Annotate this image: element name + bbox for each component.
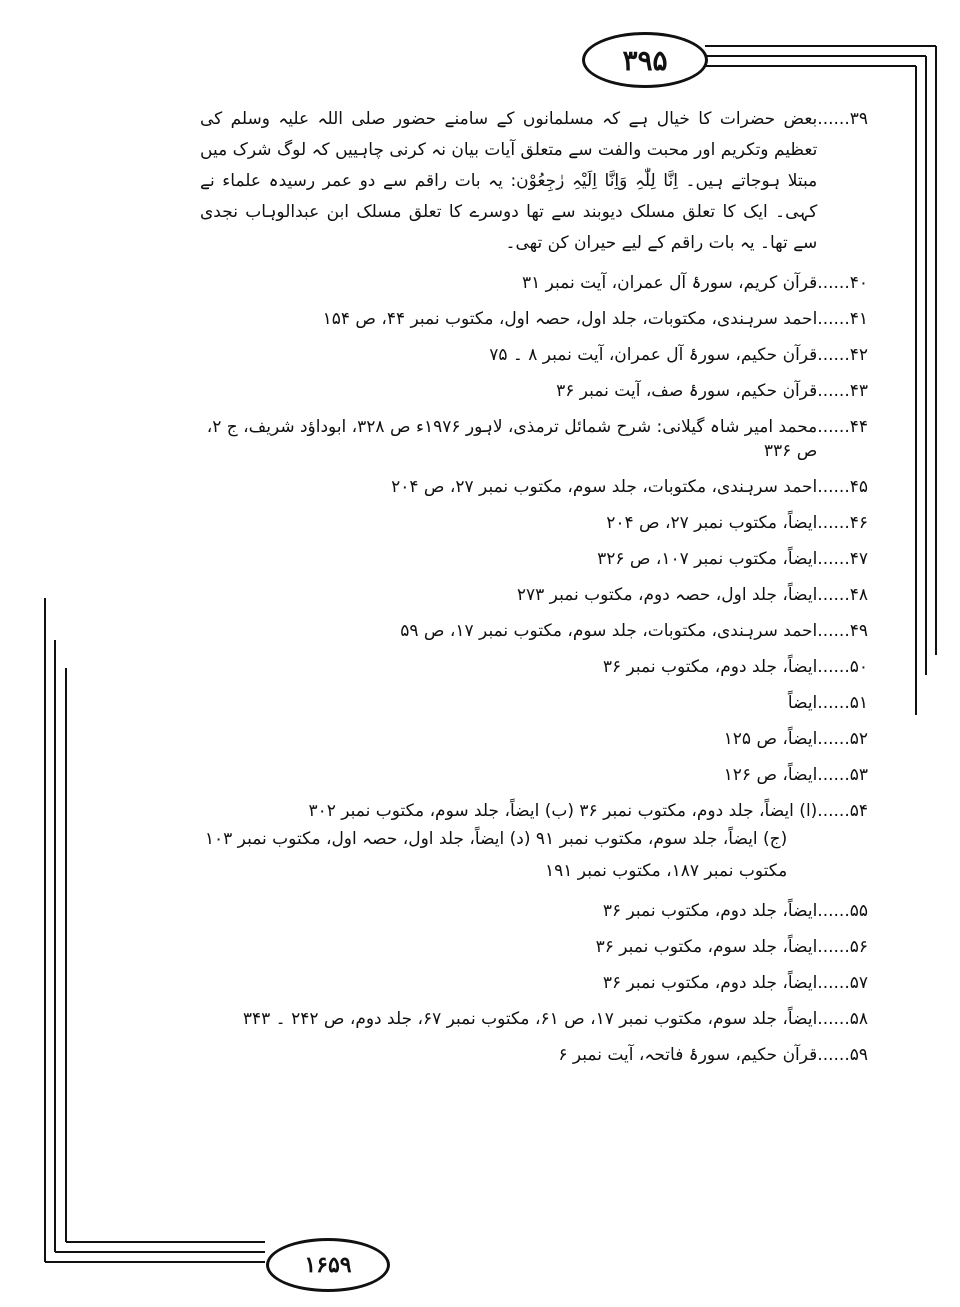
note-text: احمد سرہندی، مکتوبات، جلد اول، حصہ اول، مکتوب نمبر ۴۴، ص ۱۵۴ (322, 309, 818, 329)
note-59 (200, 1043, 868, 1067)
note-text: بعض حضرات کا خیال ہے کہ مسلمانوں کے سامنے حضور صلی اللہ علیہ وسلم کی تعظیم وتکریم اور محبت والفت سے متعلق آیات بیان نہ کرنی چاہییں کہ لوگ شرک میں مبتلا ہوجاتے ہیں۔ اِنَّا لِلّٰہِ وَاِنَّا اِلَیْہِ رٰجِعُوْن: یہ بات راقم سے دو عمر رسیدہ علماء نے کہی۔ ایک کا تعلق مسلک دیوبند سے تھا دوسرے کا تعلق مسلک ابن عبدالوہاب نجدی سے تھا۔ یہ بات راقم کے لیے حیران کن تھی۔ (200, 109, 818, 253)
note-number: ۴۱...... (817, 309, 868, 329)
note-54-line-1: (ا) ایضاً، جلد دوم، مکتوب نمبر ۳۶ (ب) ایضاً، جلد سوم، مکتوب نمبر ۳۰۲ (308, 801, 818, 821)
note-43 (200, 379, 868, 403)
note-49 (200, 619, 868, 643)
note-54-line-3: مکتوب نمبر ۱۸۷، مکتوب نمبر ۱۹۱ (545, 861, 788, 881)
note-text: ایضاً، مکتوب نمبر ۲۷، ص ۲۰۴ (606, 513, 818, 533)
note-text: ایضاً، جلد سوم، مکتوب نمبر ۳۶ (595, 937, 818, 957)
note-42 (200, 343, 868, 367)
note-number: ۴۲...... (817, 345, 868, 365)
note-39 (200, 104, 868, 259)
note-number: ۵۸...... (817, 1009, 868, 1029)
note-44 (200, 415, 868, 463)
note-55 (200, 899, 868, 923)
note-number: ۵۵...... (817, 901, 868, 921)
note-52 (200, 727, 868, 751)
note-46 (200, 511, 868, 535)
note-number: ۵۶...... (817, 937, 868, 957)
note-number: ۵۷...... (817, 973, 868, 993)
note-number: ۴۸...... (817, 585, 868, 605)
endnotes-list (200, 104, 868, 1079)
note-text: ایضاً، ص ۱۲۶ (723, 765, 818, 785)
note-text: ایضاً (787, 693, 818, 713)
note-text: ایضاً، جلد اول، حصہ دوم، مکتوب نمبر ۲۷۳ (516, 585, 818, 605)
note-text: قرآن حکیم، سورۂ آل عمران، آیت نمبر ۸ ۔ ۷۵ (489, 345, 818, 365)
page-number-bottom: ۱۶۵۹ (266, 1238, 390, 1292)
note-number: ۴۴...... (817, 417, 868, 437)
note-number: ۵۰...... (817, 657, 868, 677)
note-number: ۴۵...... (817, 477, 868, 497)
note-text: ایضاً، ص ۱۲۵ (723, 729, 818, 749)
note-number: ۵۹...... (817, 1045, 868, 1065)
note-50 (200, 655, 868, 679)
note-48 (200, 583, 868, 607)
note-text: قرآن حکیم، سورۂ فاتحہ، آیت نمبر ۶ (558, 1045, 818, 1065)
note-number: ۴۹...... (817, 621, 868, 641)
note-40 (200, 271, 868, 295)
note-number: ۴۰...... (817, 273, 868, 293)
note-text: قرآن کریم، سورۂ آل عمران، آیت نمبر ۳۱ (521, 273, 818, 293)
note-51 (200, 691, 868, 715)
note-number: ۴۷...... (817, 549, 868, 569)
note-text: محمد امیر شاہ گیلانی: شرح شمائل ترمذی، لاہور ۱۹۷۶ء ص ۳۲۸، ابوداؤد شریف، ج ۲، ص ۳۳۶ (206, 417, 818, 461)
note-text: ایضاً، جلد دوم، مکتوب نمبر ۳۶ (602, 973, 818, 993)
note-47 (200, 547, 868, 571)
note-56 (200, 935, 868, 959)
note-number: ۴۳...... (817, 381, 868, 401)
note-text (200, 799, 817, 887)
note-58 (200, 1007, 868, 1031)
note-text: ایضاً، جلد سوم، مکتوب نمبر ۱۷، ص ۶۱، مکتوب نمبر ۶۷، جلد دوم، ص ۲۴۲ ۔ ۳۴۳ (242, 1009, 818, 1029)
note-54-line-2: (ج) ایضاً، جلد سوم، مکتوب نمبر ۹۱ (د) ایضاً، جلد اول، حصہ اول، مکتوب نمبر ۱۰۳ (204, 829, 788, 849)
note-45 (200, 475, 868, 499)
note-number: ۵۴...... (817, 801, 868, 821)
note-text: ایضاً، مکتوب نمبر ۱۰۷، ص ۳۲۶ (597, 549, 818, 569)
note-text: ایضاً، جلد دوم، مکتوب نمبر ۳۶ (602, 657, 818, 677)
note-number: ۵۲...... (817, 729, 868, 749)
note-text: احمد سرہندی، مکتوبات، جلد سوم، مکتوب نمبر ۱۷، ص ۵۹ (400, 621, 818, 641)
note-57 (200, 971, 868, 995)
note-54 (200, 799, 868, 887)
note-number: ۴۶...... (817, 513, 868, 533)
note-text: قرآن حکیم، سورۂ صف، آیت نمبر ۳۶ (556, 381, 818, 401)
note-41 (200, 307, 868, 331)
note-53 (200, 763, 868, 787)
note-number: ۵۱...... (817, 693, 868, 713)
note-number: ۳۹...... (817, 109, 868, 129)
page-number-top: ۳۹۵ (582, 32, 708, 88)
note-number: ۵۳...... (817, 765, 868, 785)
note-text: ایضاً، جلد دوم، مکتوب نمبر ۳۶ (602, 901, 818, 921)
note-text: احمد سرہندی، مکتوبات، جلد سوم، مکتوب نمبر ۲۷، ص ۲۰۴ (391, 477, 818, 497)
